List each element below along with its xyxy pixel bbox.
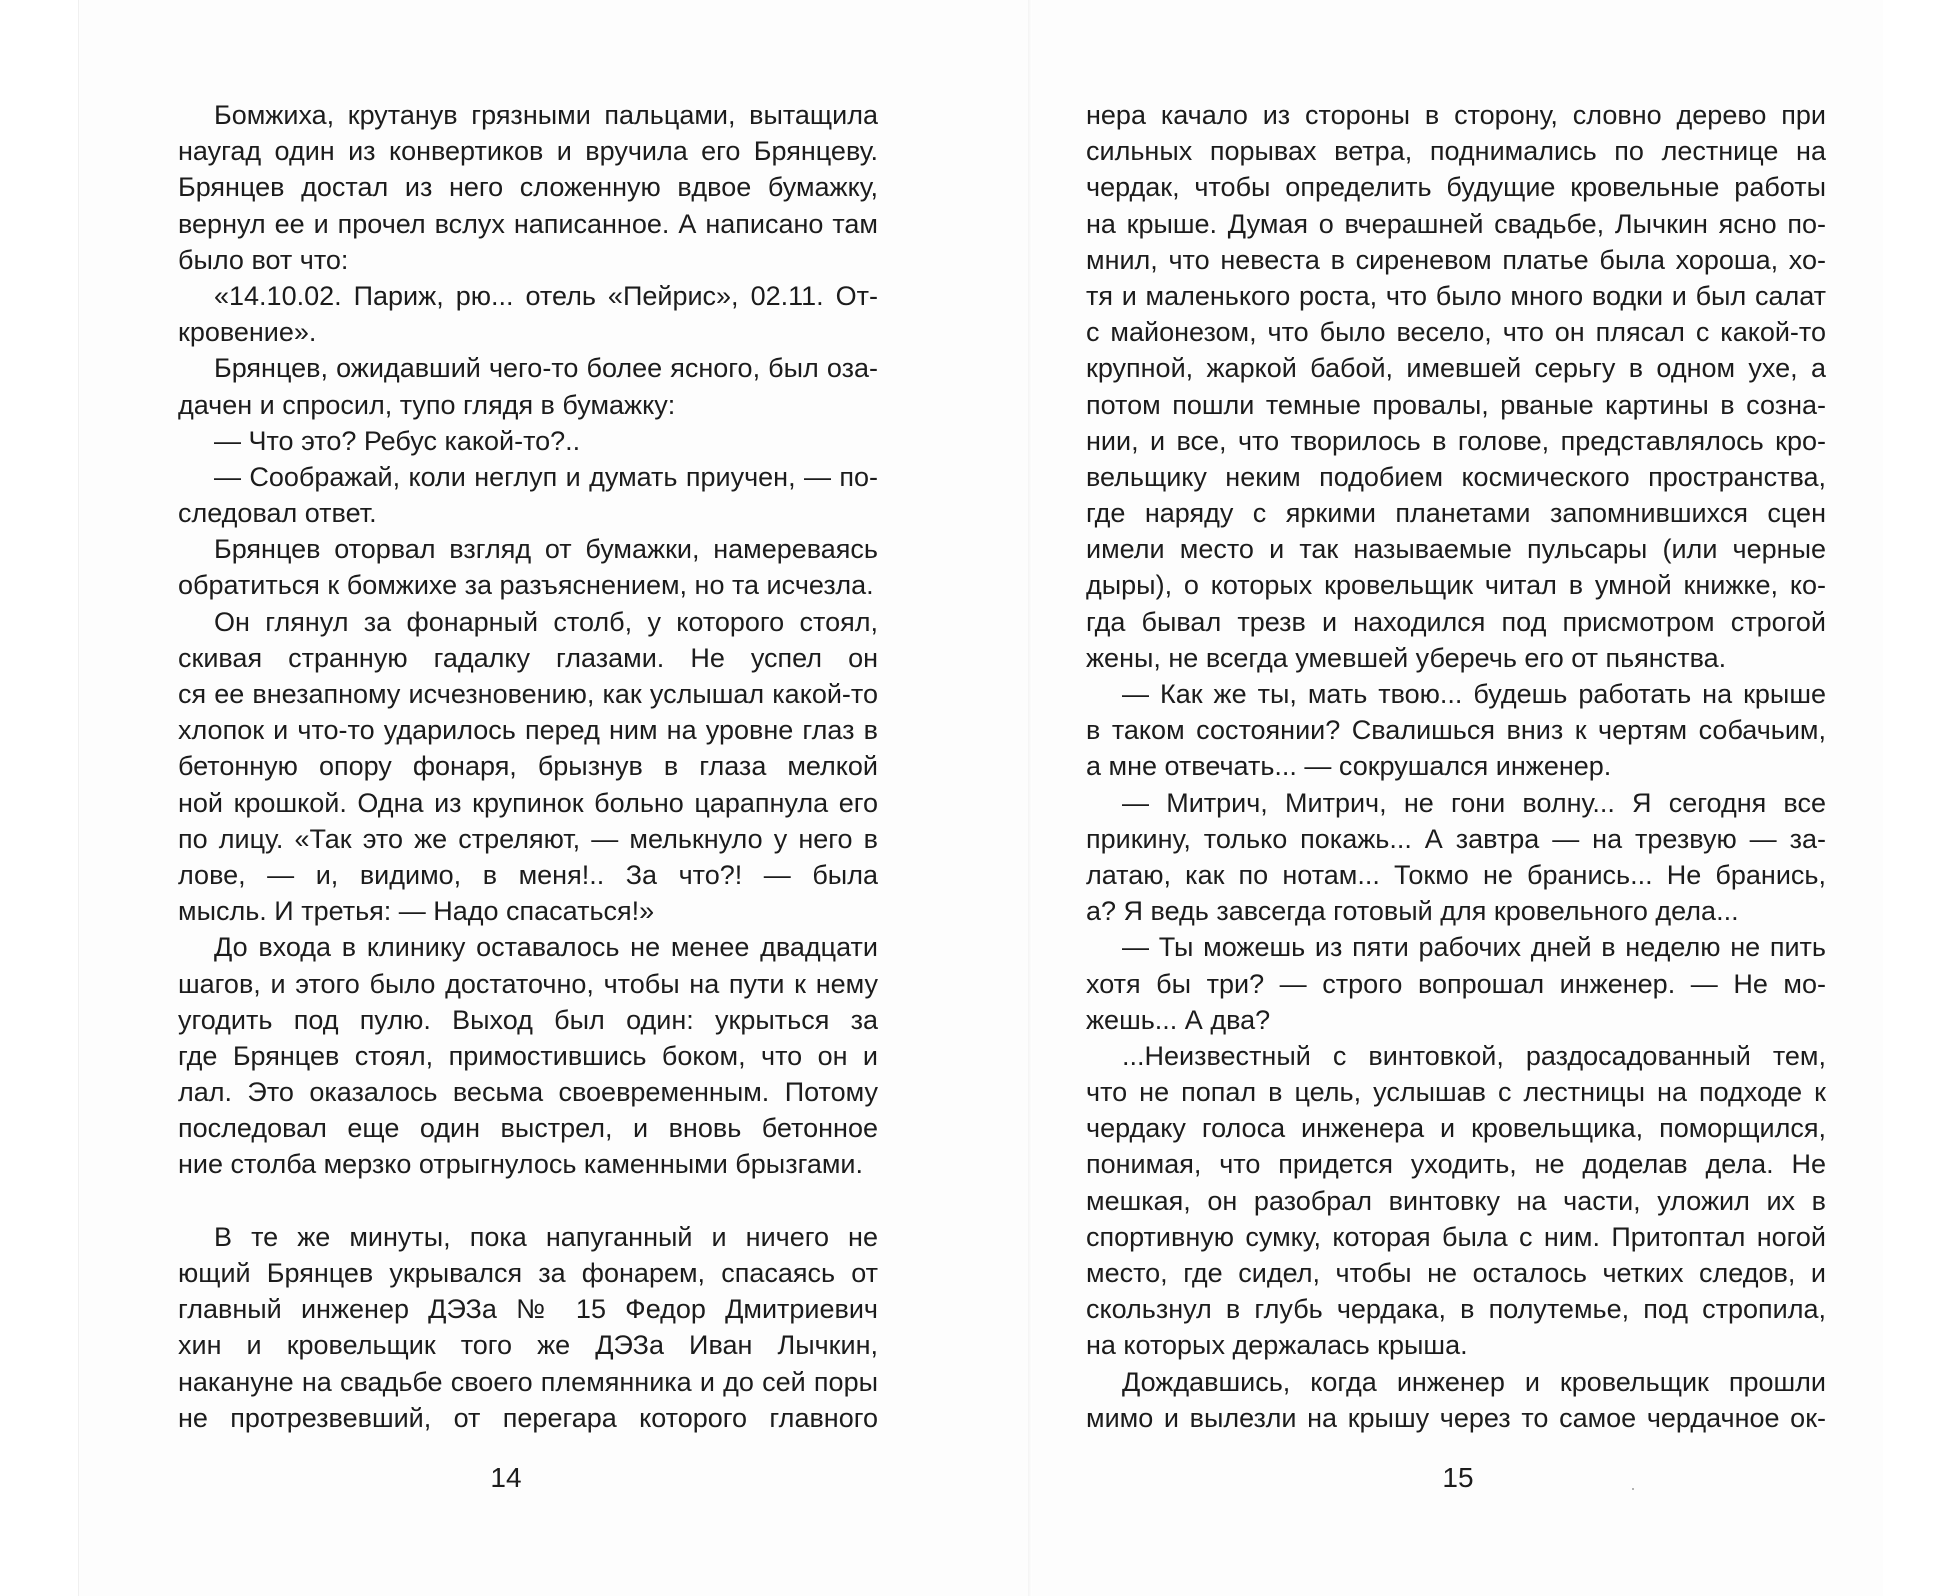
text-line: обратиться к бомжихе за разъяснением, но та исчезла. [178,570,874,601]
text-line: нии, и все, что творилось в голове, представлялось кро- [1086,425,1826,456]
text-line: гда бывал трезв и находился под присмотром строгой [1086,606,1826,637]
text-line: что не попал в цель, услышав с лестницы на подходе к [1086,1077,1826,1108]
text-line: бетонную опору фонаря, брызнув в глаза мелкой [178,751,878,782]
text-line: крупной, жаркой бабой, имевшей серьгу в одном ухе, а [1086,353,1826,384]
text-line: мешкая, он разобрал винтовку на части, уложил их в [1086,1185,1826,1216]
text-line: скивая странную гадалку глазами. Не успел он [178,642,878,673]
text-line: Бомжиха, крутанув грязными пальцами, вытащила [214,100,878,130]
text-line: хлопок и что-то ударилось перед ним на уровне глаз в [178,715,878,746]
text-line: последовал еще один выстрел, и вновь бетонное [178,1113,878,1144]
right-page-number: 15 [1442,1462,1474,1493]
text-line: ющий Брянцев укрывался за фонарем, спасаясь от [178,1258,878,1288]
text-line: а? Я ведь завсегда готовый для кровельного дела... [1086,896,1739,927]
text-line: понимая, что придется уходить, не доделав дела. Не [1086,1149,1826,1180]
text-line: мысль. И третья: — Надо спасаться!» [178,896,655,927]
text-line: скользнул в глубь чердака, в полутемье, под стропила, [1086,1294,1826,1325]
text-line: Он глянул за фонарный столб, у которого стоял, [214,606,878,637]
text-line: спортивную сумку, которая была с ним. Притоптал ногой [1086,1221,1826,1252]
text-line: дыры), о которых кровельщик читал в умной книжке, ко- [1086,570,1826,601]
text-line: — Митрич, Митрич, не гони волну... Я сегодня все [1122,787,1826,818]
text-line: ...Неизвестный с винтовкой, раздосадованный тем, [1122,1040,1826,1071]
text-line: было вот что: [178,244,349,275]
text-line: чердаку голоса инженера и кровельщика, поморщился, [1086,1113,1826,1144]
text-line: в таком состоянии? Свалишься вниз к чертям собачьим, [1086,715,1826,746]
text-line: с майонезом, что было весело, что он плясал с какой-то [1086,317,1826,348]
text-line: До входа в клинику оставалось не менее двадцати [214,932,878,963]
text-line: кровение». [178,317,317,348]
book-gutter [1028,0,1032,1596]
text-line: наугад один из конвертиков и вручила его Брянцеву. [178,136,878,167]
text-line: угодить под пулю. Выход был один: укрыться за [178,1004,878,1035]
text-line: не протрезвевший, от перегара которого главного [178,1402,878,1433]
text-line: — Как же ты, мать твою... будешь работать на крыше [1122,679,1826,709]
text-line: по лицу. «Так это же стреляют, — мелькнуло у него в [178,823,878,854]
left-page-text [178,97,878,1436]
text-line: чердак, чтобы определить будущие кровельные работы [1086,172,1826,203]
text-line: где наряду с яркими планетами запомнившихся сцен [1086,498,1826,529]
text-line: прикину, только покажь... А завтра — на трезвую — за- [1086,823,1826,854]
text-line: где Брянцев стоял, примостившись боком, что он и [178,1040,878,1071]
text-line: хотя бы три? — строго вопрошал инженер. — Не мо- [1086,968,1826,999]
text-line: на которых держалась крыша. [1086,1330,1468,1361]
text-line: «14.10.02. Париж, рю... отель «Пейрис», 02.11. От- [214,280,878,311]
text-line: лал. Это оказалось весьма своевременным. Потому [178,1077,878,1108]
right-page-text [1086,97,1826,1436]
text-line: Брянцев достал из него сложенную вдвое бумажку, [178,172,878,203]
text-line: — Ты можешь из пяти рабочих дней в неделю не пить [1122,932,1826,963]
text-line: тя и маленького роста, что было много водки и был салат [1086,280,1826,311]
text-line: сильных порывах ветра, поднимались по лестнице на [1086,136,1826,167]
text-line [178,1183,878,1219]
text-line: — Соображай, коли неглуп и думать приучен, — по- [214,461,878,492]
text-line: накануне на свадьбе своего племянника и до сей поры [178,1366,878,1397]
paper-speck [1632,1488,1634,1490]
text-line: жешь... А два? [1086,1004,1271,1035]
text-line: лове, — и, видимо, в меня!.. За что?! — была [178,859,878,890]
text-line: жены, не всегда умевшей уберечь его от пьянства. [1086,642,1727,673]
text-line: ной крошкой. Одна из крупинок больно царапнула его [178,787,878,818]
text-line: вернул ее и прочел вслух написанное. А написано там [178,208,878,239]
text-line: мимо и вылезли на крышу через то самое чердачное ок- [1086,1402,1826,1433]
text-line: латаю, как по нотам... Токмо не бранись... Не бранись, [1086,859,1826,890]
text-line: Дождавшись, когда инженер и кровельщик прошли [1122,1366,1826,1397]
text-line: Брянцев оторвал взгляд от бумажки, намереваясь [214,534,878,565]
text-line: следовал ответ. [178,498,377,529]
text-line: нера качало из стороны в сторону, словно дерево при [1086,100,1826,130]
text-line: ся ее внезапному исчезновению, как услышал какой-то [178,679,878,709]
left-page-number: 14 [490,1462,522,1493]
text-line: В те же минуты, пока напуганный и ничего не [214,1221,878,1252]
text-line: дачен и спросил, тупо глядя в бумажку: [178,389,676,420]
text-line: ние столба мерзко отрыгнулось каменными брызгами. [178,1149,863,1180]
text-line: потом пошли темные провалы, рваные картины в созна- [1086,389,1826,420]
text-line: главный инженер ДЭЗа № 15 Федор Дмитриевич [178,1294,878,1325]
text-line: Брянцев, ожидавший чего-то более ясного, был оза- [214,353,878,384]
text-line: — Что это? Ребус какой-то?.. [214,425,581,456]
text-line: имели место и так называемые пульсары (или черные [1086,534,1826,565]
text-line: мнил, что невеста в сиреневом платье была хороша, хо- [1086,244,1826,275]
text-line: а мне отвечать... — сокрушался инженер. [1086,751,1612,782]
text-line: шагов, и этого было достаточно, чтобы на пути к нему [178,968,878,999]
text-line: хин и кровельщик того же ДЭЗа Иван Лычкин, [178,1330,878,1361]
text-line: на крыше. Думая о вчерашней свадьбе, Лычкин ясно по- [1086,208,1826,239]
text-line: вельщику неким подобием космического пространства, [1086,461,1826,492]
text-line: место, где сидел, чтобы не осталось четких следов, и [1086,1258,1826,1288]
